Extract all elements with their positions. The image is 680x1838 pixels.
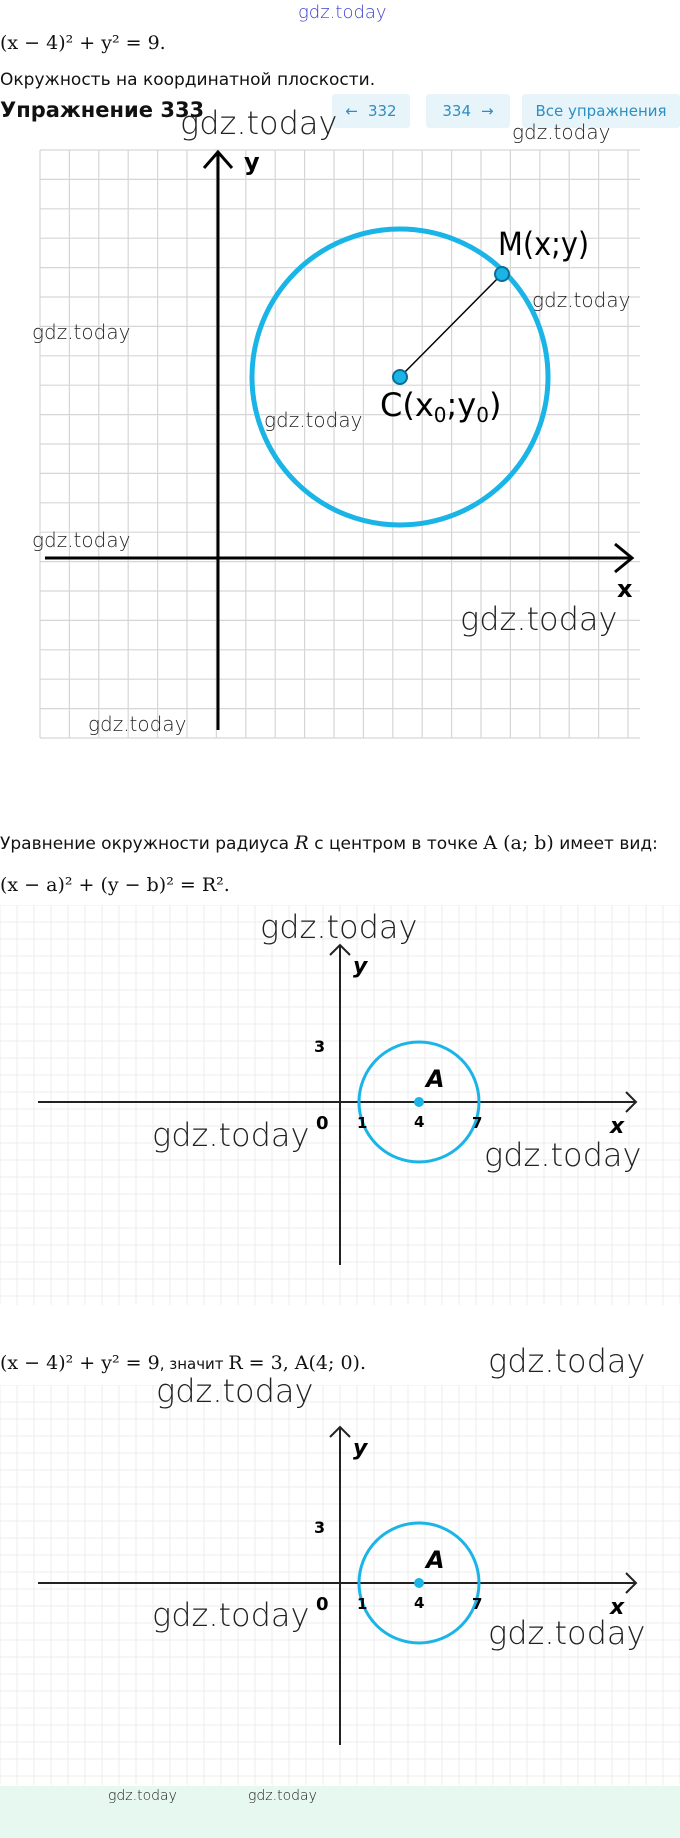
watermark: gdz.today — [248, 1788, 317, 1804]
watermark: gdz.today — [152, 1596, 310, 1634]
all-exercises-button[interactable]: Все упражнения — [522, 94, 680, 128]
site-link[interactable]: gdz.today — [298, 2, 387, 23]
expl-text-pre: Уравнение окружности радиуса — [0, 834, 295, 854]
graph-3 — [0, 1385, 680, 1785]
footer — [0, 1786, 680, 1838]
watermark: gdz.today — [156, 1372, 314, 1410]
watermark: gdz.today — [460, 600, 618, 638]
center-sub-x: 0 — [433, 403, 447, 427]
conclusion-result: R = 3, A(4; 0). — [228, 1352, 367, 1374]
origin-label-2: 0 — [316, 1113, 329, 1134]
watermark: gdz.today — [488, 1614, 646, 1652]
center-label-sep: ;y — [446, 386, 477, 424]
explanation-text — [0, 832, 658, 854]
tick-7-2: 7 — [472, 1114, 483, 1132]
expl-text-mid: с центром в точке — [308, 834, 484, 854]
watermark: gdz.today — [264, 408, 363, 432]
watermark: gdz.today — [512, 120, 611, 144]
watermark: gdz.today — [108, 1788, 177, 1804]
conclusion-equation: (x − 4)² + y² = 9 — [0, 1352, 160, 1374]
tick-3-3: 3 — [314, 1518, 326, 1537]
next-exercise-button[interactable] — [426, 94, 510, 128]
x-label-2: x — [610, 1114, 625, 1139]
center-sub-y: 0 — [476, 403, 489, 427]
watermark: gdz.today — [260, 908, 418, 946]
arrow-right-icon: → — [481, 102, 494, 120]
watermark: gdz.today — [532, 288, 631, 312]
intro-equation: (x − 4)² + y² = 9. — [0, 32, 166, 54]
conclusion-line — [0, 1352, 366, 1374]
watermark: gdz.today — [88, 712, 187, 736]
watermark: gdz.today — [488, 1342, 646, 1380]
point-m-label: M(x;y) — [498, 225, 590, 263]
tick-4-3: 4 — [414, 1594, 425, 1612]
prev-exercise-label: 332 — [367, 102, 397, 120]
origin-label-3: 0 — [316, 1594, 329, 1615]
watermark: gdz.today — [484, 1136, 642, 1174]
point-m — [495, 267, 509, 281]
graph-2 — [0, 905, 680, 1305]
point-a-2 — [414, 1097, 424, 1107]
point-a-label-3: A — [426, 1546, 445, 1574]
tick-7-3: 7 — [472, 1595, 483, 1613]
point-a-3 — [414, 1578, 424, 1588]
next-exercise-label: 334 — [442, 102, 472, 120]
exercise-title: Упражнение 333 — [0, 98, 205, 122]
watermark: gdz.today — [32, 528, 131, 552]
point-a-label-2: A — [426, 1065, 445, 1093]
expl-text-post: имеет вид: — [553, 834, 658, 854]
watermark: gdz.today — [32, 320, 131, 344]
tick-4-2: 4 — [414, 1113, 425, 1131]
x-axis-label: x — [617, 575, 633, 603]
general-formula: (x − a)² + (y − b)² = R². — [0, 874, 230, 896]
circle-diagram — [0, 140, 680, 740]
center-point-label — [380, 386, 501, 427]
x-label-3: x — [610, 1595, 625, 1620]
tick-1-2: 1 — [357, 1114, 368, 1132]
arrow-left-icon: ← — [345, 102, 358, 120]
center-point — [393, 370, 407, 384]
y-label-3: y — [353, 1436, 368, 1461]
center-label-part: C(x — [380, 386, 434, 424]
expl-point: A (a; b) — [483, 832, 554, 854]
expl-var-r: R — [294, 832, 309, 854]
watermark: gdz.today — [180, 104, 338, 142]
watermark: gdz.today — [152, 1116, 310, 1154]
center-label-end: ) — [488, 386, 502, 424]
conclusion-word: , значит — [159, 1355, 229, 1373]
tick-3-2: 3 — [314, 1037, 326, 1056]
y-label-2: y — [353, 954, 368, 979]
topic-text: Окружность на координатной плоскости. — [0, 70, 376, 90]
tick-1-3: 1 — [357, 1595, 368, 1613]
prev-exercise-button[interactable] — [332, 94, 410, 128]
y-axis-label: y — [244, 148, 260, 176]
